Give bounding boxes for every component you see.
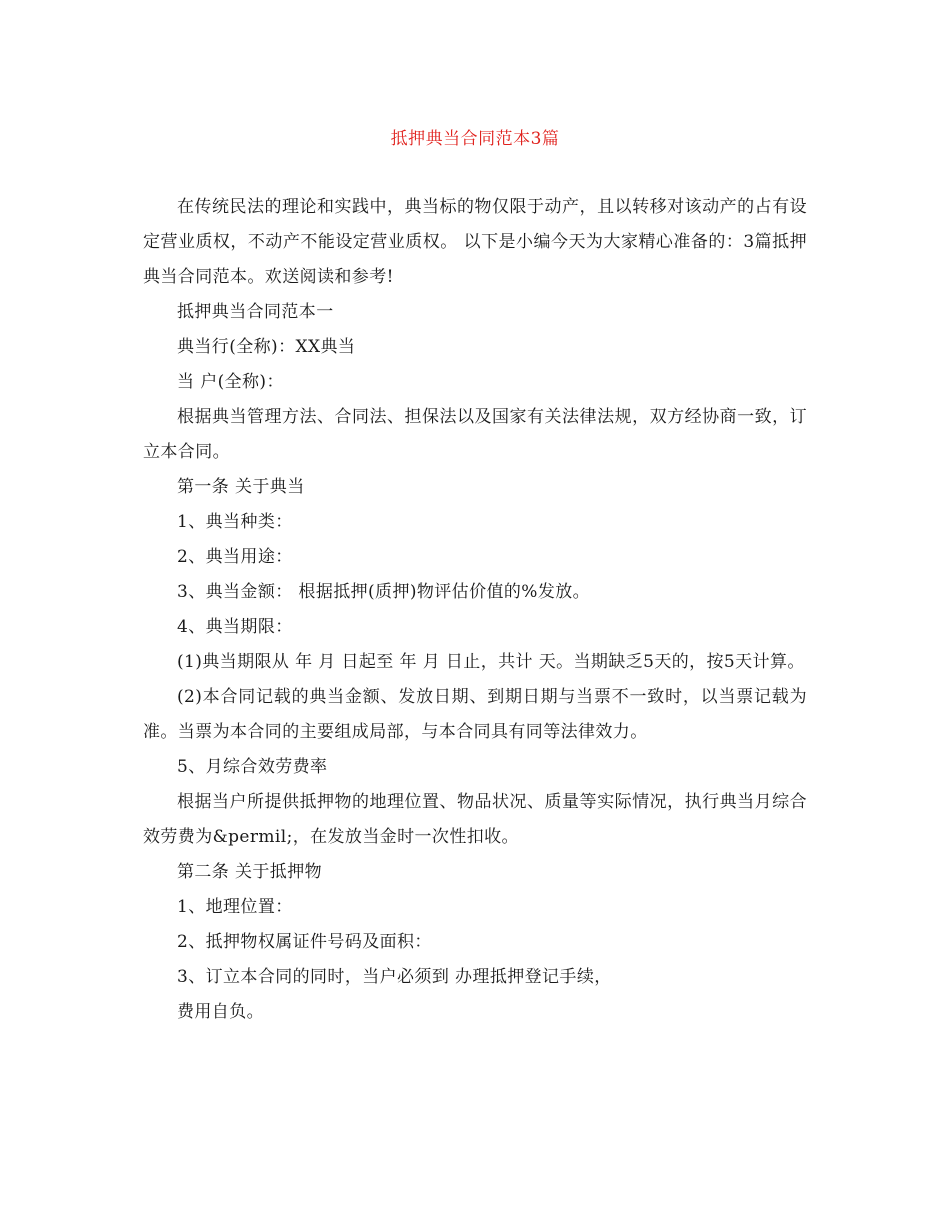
paragraph-term-clause-1: (1)典当期限从 年 月 日起至 年 月 日止，共计 天。当期缺乏5天的，按5天计算。	[177, 652, 805, 672]
paragraph-contract-heading: 抵押典当合同范本一	[177, 302, 334, 322]
paragraph-pawn-amount: 3、典当金额： 根据抵押(质押)物评估价值的%发放。	[177, 582, 591, 602]
paragraph-pawner-name: 当 户(全称)：	[177, 372, 284, 392]
paragraph-article-1: 第一条 关于典当	[177, 477, 305, 497]
paragraph-location: 1、地理位置：	[177, 897, 293, 917]
paragraph-pawn-purpose: 2、典当用途：	[177, 547, 293, 567]
paragraph-pawn-type: 1、典当种类：	[177, 512, 293, 532]
document-title: 抵押典当合同范本3篇	[390, 129, 560, 149]
paragraph-registration: 3、订立本合同的同时，当户必须到 办理抵押登记手续，	[177, 967, 612, 987]
paragraph-term-clause-2: (2)本合同记载的典当金额、发放日期、到期日期与当票不一致时，以当票记载为准。当票为本合同的主要组成局部，与本合同具有同等法律效力。	[143, 687, 807, 742]
paragraph-article-2: 第二条 关于抵押物	[177, 862, 323, 882]
paragraph-certificate: 2、抵押物权属证件号码及面积：	[177, 932, 432, 952]
paragraph-fees: 费用自负。	[177, 1002, 264, 1022]
paragraph-pawn-term: 4、典当期限：	[177, 617, 293, 637]
document-body	[143, 190, 807, 1030]
paragraph-intro: 在传统民法的理论和实践中，典当标的物仅限于动产，且以转移对该动产的占有设定营业质权，不动产不能设定营业质权。 以下是小编今天为大家精心准备的：3篇抵押典当合同范本。欢送阅读和参考!	[143, 197, 807, 287]
paragraph-pawnshop-name: 典当行(全称)：XX典当	[177, 337, 356, 357]
paragraph-service-fee-rate: 5、月综合效劳费率	[177, 757, 328, 777]
paragraph-basis: 根据典当管理方法、合同法、担保法以及国家有关法律法规，双方经协商一致，订立本合同。	[143, 407, 807, 462]
paragraph-service-fee-detail: 根据当户所提供抵押物的地理位置、物品状况、质量等实际情况，执行典当月综合效劳费为&permil;，在发放当金时一次性扣收。	[143, 792, 807, 847]
